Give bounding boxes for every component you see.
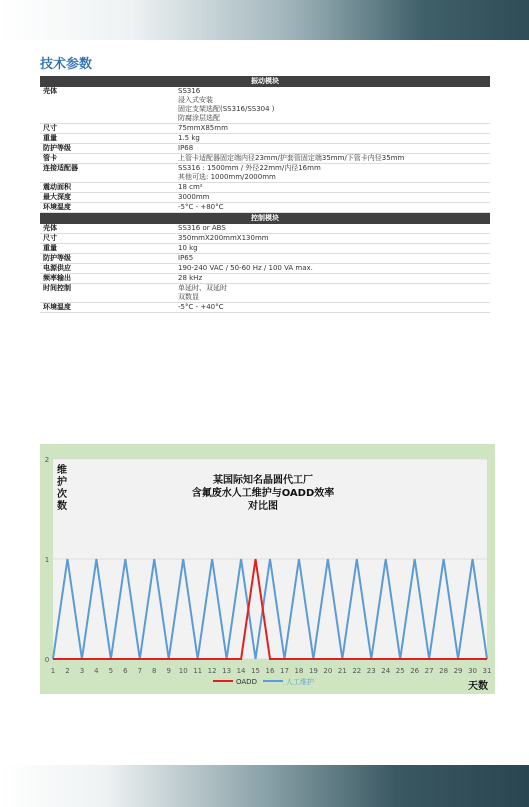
spec-value bbox=[178, 284, 490, 302]
spec-value-line: -5°C - +40°C bbox=[178, 303, 224, 311]
y-tick-label: 2 bbox=[44, 456, 50, 464]
x-tick-label: 16 bbox=[265, 667, 275, 675]
x-tick-label: 1 bbox=[50, 667, 56, 675]
x-tick-label: 19 bbox=[308, 667, 318, 675]
x-tick-label: 13 bbox=[222, 667, 232, 675]
spec-label: 壳体 bbox=[43, 87, 57, 95]
spec-label: 尺寸 bbox=[43, 124, 57, 132]
spec-value-line: 1.5 kg bbox=[178, 134, 200, 142]
y-axis-label-char: 护 bbox=[57, 477, 67, 488]
spec-value-line: 75mmX85mm bbox=[178, 124, 228, 132]
spec-value bbox=[178, 193, 490, 202]
spec-label: 最大深度 bbox=[43, 193, 71, 201]
x-tick-label: 17 bbox=[280, 667, 289, 675]
spec-value-line: SS316 bbox=[178, 87, 201, 95]
spec-value bbox=[178, 234, 490, 243]
x-tick-label: 21 bbox=[337, 667, 347, 675]
spec-row bbox=[40, 124, 490, 134]
spec-value bbox=[178, 87, 490, 123]
y-axis-label-char: 数 bbox=[57, 501, 67, 512]
spec-value bbox=[178, 274, 490, 283]
chart-title-line: 对比图 bbox=[248, 501, 278, 512]
spec-value-line: 固定支架选配(SS316/SS304 ) bbox=[178, 105, 275, 113]
x-tick-label: 24 bbox=[381, 667, 391, 675]
spec-value-line: 单延时、双延时 bbox=[178, 284, 227, 292]
spec-label: 壳体 bbox=[43, 224, 57, 232]
spec-label: 连接适配器 bbox=[43, 164, 78, 172]
x-tick-label: 4 bbox=[94, 667, 99, 675]
spec-value-line: 3000mm bbox=[178, 193, 210, 201]
x-tick-label: 11 bbox=[193, 667, 203, 675]
comparison-chart bbox=[40, 444, 495, 694]
spec-value-line: 18 cm² bbox=[178, 183, 203, 191]
spec-value-line: IP65 bbox=[178, 254, 194, 262]
spec-row bbox=[40, 284, 490, 303]
x-tick-label: 23 bbox=[366, 667, 376, 675]
legend-label: 人工维护 bbox=[286, 678, 314, 686]
spec-label: 环境温度 bbox=[43, 303, 71, 311]
spec-label: 防护等级 bbox=[43, 144, 71, 152]
spec-table bbox=[40, 76, 490, 313]
bottom-decorative-band bbox=[0, 765, 529, 807]
spec-row bbox=[40, 264, 490, 274]
spec-label: 防护等级 bbox=[43, 254, 71, 262]
x-tick-label: 14 bbox=[236, 667, 246, 675]
legend-label: OADD bbox=[236, 678, 257, 686]
spec-value-line: 190-240 VAC / 50-60 Hz / 100 VA max. bbox=[178, 264, 313, 272]
x-tick-label: 7 bbox=[137, 667, 143, 675]
spec-value bbox=[178, 244, 490, 253]
spec-value bbox=[178, 183, 490, 192]
x-axis-label: 天数 bbox=[468, 681, 488, 692]
x-tick-label: 26 bbox=[410, 667, 420, 675]
spec-value-line: 上管卡适配器固定端内径23mm/护套管固定端35mm/下管卡内径35mm bbox=[178, 154, 405, 162]
y-tick-label: 1 bbox=[44, 556, 50, 564]
spec-value-line: 双数显 bbox=[178, 293, 199, 301]
x-tick-label: 10 bbox=[178, 667, 188, 675]
spec-value bbox=[178, 303, 490, 312]
x-tick-label: 18 bbox=[294, 667, 304, 675]
spec-value bbox=[178, 264, 490, 273]
x-tick-label: 20 bbox=[323, 667, 333, 675]
spec-row bbox=[40, 164, 490, 183]
spec-label: 尺寸 bbox=[43, 234, 57, 242]
top-decorative-band bbox=[0, 0, 529, 40]
spec-value-line: SS316 : 1500mm / 外径22mm/内径16mm bbox=[178, 164, 321, 172]
spec-row bbox=[40, 193, 490, 203]
spec-row bbox=[40, 183, 490, 193]
spec-row bbox=[40, 224, 490, 234]
spec-row bbox=[40, 144, 490, 154]
spec-label: 时间控制 bbox=[43, 284, 71, 292]
x-tick-label: 8 bbox=[152, 667, 157, 675]
spec-value-line: 28 kHz bbox=[178, 274, 203, 282]
spec-label: 管卡 bbox=[43, 154, 57, 162]
spec-value-line: 浸入式安装 bbox=[178, 96, 213, 104]
spec-value-line: 10 kg bbox=[178, 244, 198, 252]
x-tick-label: 31 bbox=[482, 667, 492, 675]
spec-label: 震动面积 bbox=[43, 183, 71, 191]
x-tick-label: 27 bbox=[424, 667, 434, 675]
spec-row bbox=[40, 254, 490, 264]
spec-row bbox=[40, 303, 490, 313]
spec-value bbox=[178, 254, 490, 263]
spec-value-line: IP68 bbox=[178, 144, 194, 152]
spec-value bbox=[178, 164, 490, 182]
spec-value-line: 防腐涂层选配 bbox=[178, 114, 220, 122]
spec-row bbox=[40, 244, 490, 254]
spec-value bbox=[178, 203, 490, 212]
spec-label: 重量 bbox=[43, 134, 57, 142]
section-header: 控制模块 bbox=[40, 213, 490, 224]
x-tick-label: 15 bbox=[251, 667, 260, 675]
spec-label: 电源供应 bbox=[43, 264, 71, 272]
chart-svg bbox=[40, 444, 495, 694]
y-axis-label-char: 次 bbox=[57, 489, 67, 500]
x-tick-label: 30 bbox=[468, 667, 477, 675]
spec-value-line: 其他可选: 1000mm/2000mm bbox=[178, 173, 276, 181]
x-tick-label: 9 bbox=[166, 667, 171, 675]
spec-row bbox=[40, 87, 490, 124]
spec-value-line: 350mmX200mmX130mm bbox=[178, 234, 269, 242]
spec-value bbox=[178, 224, 490, 233]
spec-row bbox=[40, 203, 490, 213]
spec-row bbox=[40, 134, 490, 144]
spec-row bbox=[40, 234, 490, 244]
x-tick-label: 6 bbox=[123, 667, 128, 675]
spec-label: 环境温度 bbox=[43, 203, 71, 211]
x-tick-label: 29 bbox=[453, 667, 463, 675]
y-axis-label-char: 维 bbox=[57, 465, 67, 476]
chart-title-line: 含氟废水人工维护与OADD效率 bbox=[191, 488, 335, 499]
spec-value bbox=[178, 134, 490, 143]
spec-value-line: -5°C - +80°C bbox=[178, 203, 224, 211]
x-tick-label: 2 bbox=[65, 667, 70, 675]
spec-value-line: SS316 or ABS bbox=[178, 224, 226, 232]
spec-label: 重量 bbox=[43, 244, 57, 252]
x-tick-label: 28 bbox=[439, 667, 449, 675]
spec-label: 频率输出 bbox=[43, 274, 71, 282]
spec-value bbox=[178, 124, 490, 133]
x-tick-label: 3 bbox=[79, 667, 85, 675]
spec-value bbox=[178, 144, 490, 153]
x-tick-label: 5 bbox=[108, 667, 114, 675]
spec-row bbox=[40, 274, 490, 284]
section-header: 振动模块 bbox=[40, 76, 490, 87]
page-title: 技术参数 bbox=[40, 57, 93, 72]
y-tick-label: 0 bbox=[44, 656, 50, 664]
spec-row bbox=[40, 154, 490, 164]
x-tick-label: 12 bbox=[207, 667, 217, 675]
chart-title-line: 某国际知名晶圆代工厂 bbox=[213, 475, 313, 486]
x-tick-label: 25 bbox=[395, 667, 405, 675]
x-tick-label: 22 bbox=[352, 667, 362, 675]
spec-value bbox=[178, 154, 490, 163]
